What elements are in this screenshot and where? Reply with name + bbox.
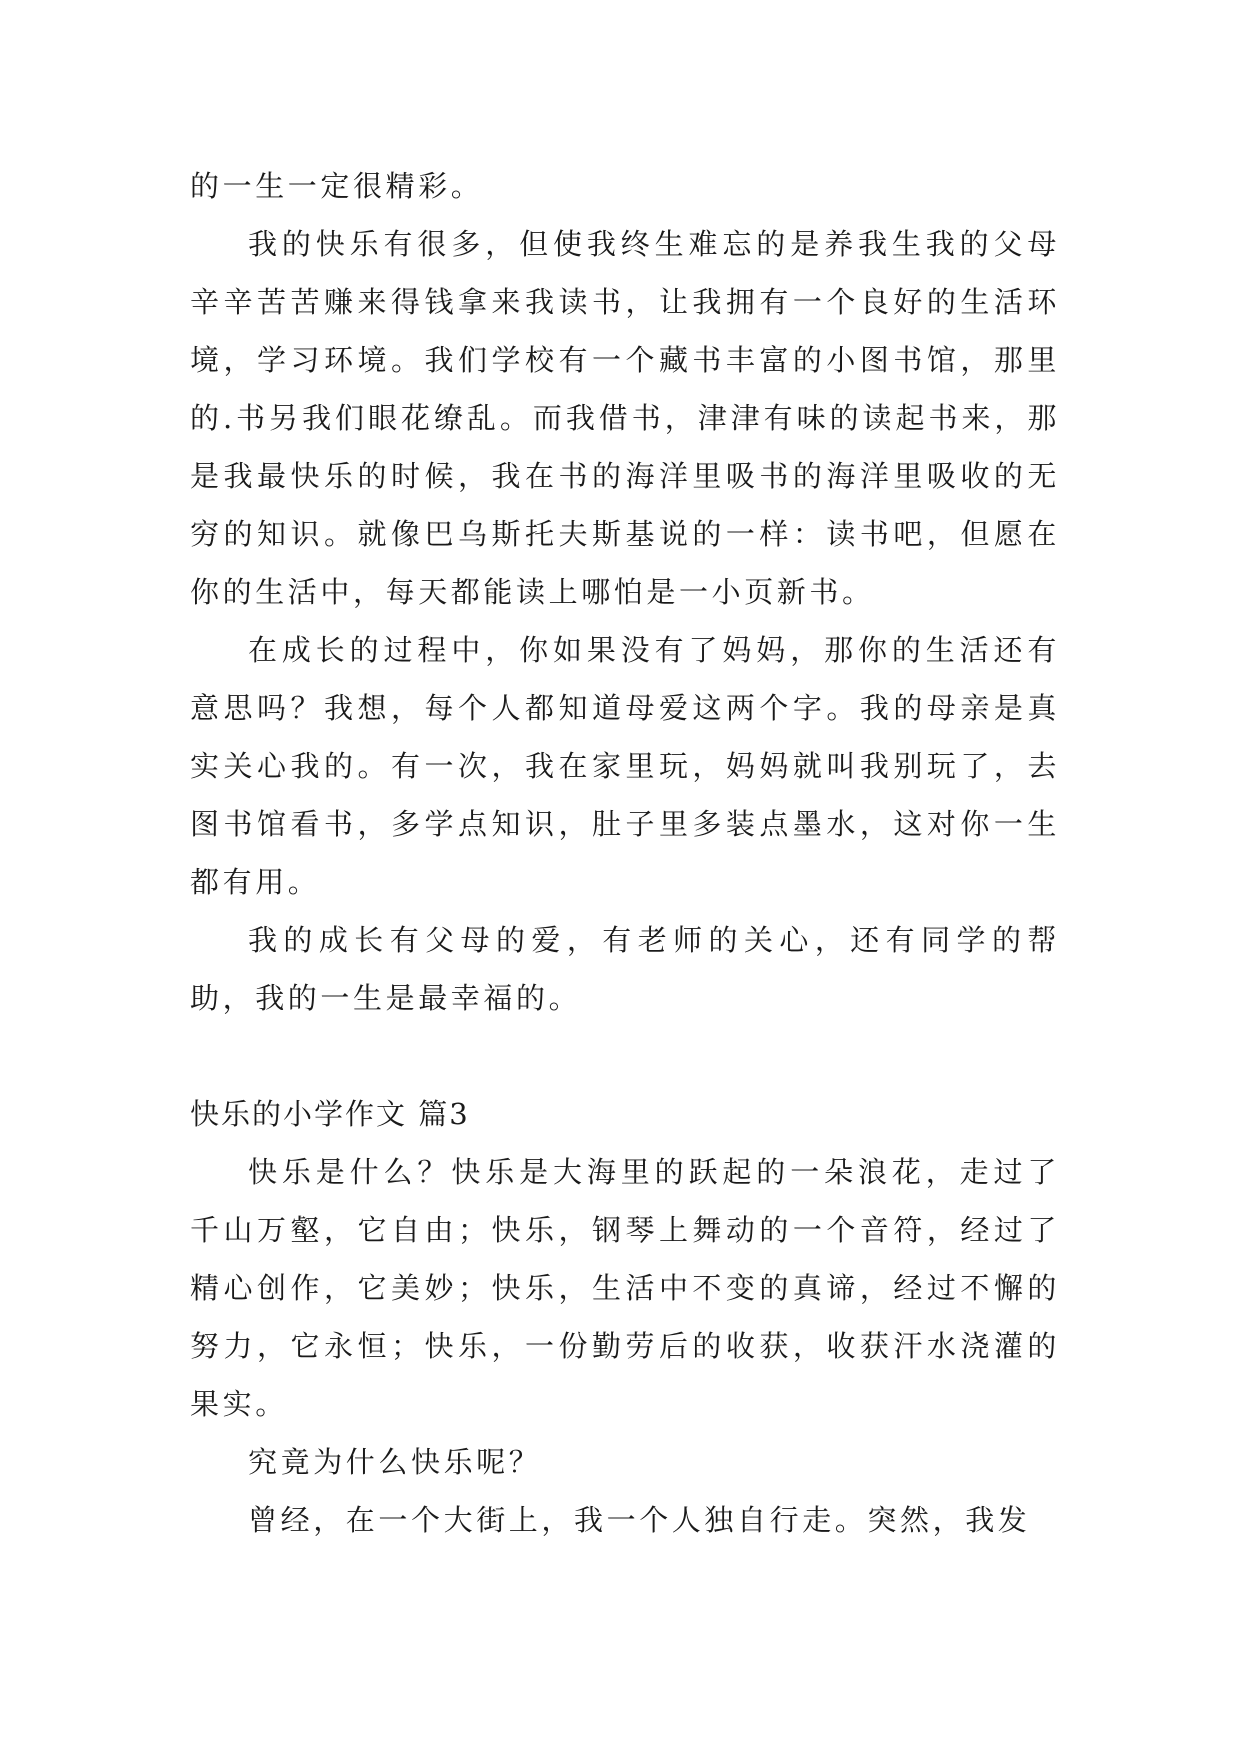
document-body (190, 157, 1060, 1549)
section-heading: 快乐的小学作文 篇3 (190, 1097, 470, 1131)
paragraph-mother: 在成长的过程中，你如果没有了妈妈，那你的生活还有意思吗？我想，每个人都知道母爱这两个字。我的母亲是真实关心我的。有一次，我在家里玩，妈妈就叫我别玩了，去图书馆看书，多学点知识，肚子里多装点墨水，这对你一生都有用。 (190, 633, 1060, 899)
paragraph-what-is-happiness: 快乐是什么？快乐是大海里的跃起的一朵浪花，走过了千山万壑，它自由；快乐，钢琴上舞动的一个音符，经过了精心创作，它美妙；快乐，生活中不变的真谛，经过不懈的努力，它永恒；快乐，一份勤劳后的收获，收获汗水浇灌的果实。 (190, 1155, 1060, 1421)
paragraph-street-walk: 曾经，在一个大街上，我一个人独自行走。突然，我发 (248, 1503, 1031, 1537)
paragraph-continuation: 的一生一定很精彩。 (190, 169, 484, 203)
paragraph-reading-joy: 我的快乐有很多，但使我终生难忘的是养我生我的父母辛辛苦苦赚来得钱拿来我读书，让我拥有一个良好的生活环境，学习环境。我们学校有一个藏书丰富的小图书馆，那里的.书另我们眼花缭乱。而我借书，津津有味的读起书来，那是我最快乐的时候，我在书的海洋里吸书的海洋里吸收的无穷的知识。就像巴乌斯托夫斯基说的一样：读书吧，但愿在你的生活中，每天都能读上哪怕是一小页新书。 (190, 227, 1060, 609)
paragraph-why-happy: 究竟为什么快乐呢？ (248, 1445, 542, 1479)
paragraph-happiest-life: 我的成长有父母的爱，有老师的关心，还有同学的帮助，我的一生是最幸福的。 (190, 923, 1060, 1015)
